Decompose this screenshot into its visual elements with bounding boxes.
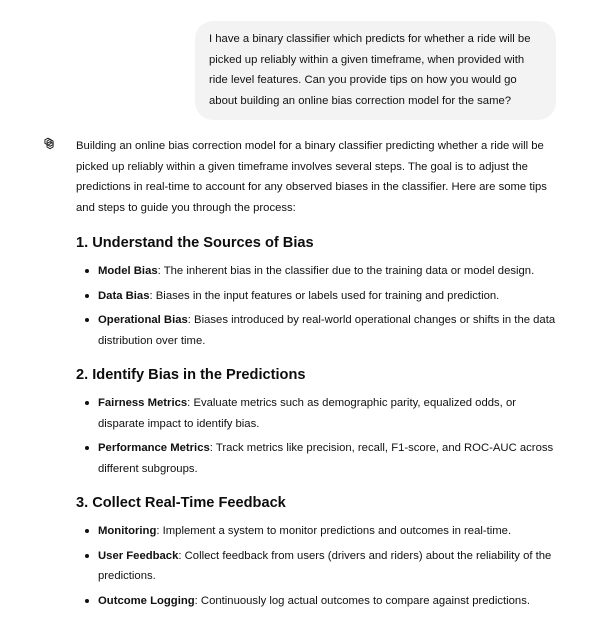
bullet-text: : Track metrics like precision, recall, F1-score, and ROC-AUC across different subgroups.: [98, 442, 554, 475]
bullet-text: : Biases in the input features or labels used for training and prediction.: [149, 289, 500, 302]
list-item: [76, 546, 556, 587]
bullet-term: Performance Metrics: [98, 442, 210, 454]
list-item: [76, 438, 556, 479]
bullet-term: Outcome Logging: [98, 594, 195, 607]
bullet-dot-icon: [85, 294, 89, 298]
bullet-dot-icon: [85, 318, 89, 322]
openai-logo-icon: [40, 136, 56, 152]
bullet-text: : The inherent bias in the classifier due to the training data or model design.: [157, 265, 535, 277]
bullet-text: : Biases introduced by real-world operational changes or shifts in the data distribution over time.: [98, 314, 556, 347]
bullet-text: : Evaluate metrics such as demographic parity, equalized odds, or disparate impact to identify bias.: [98, 397, 516, 430]
assistant-message: [76, 136, 556, 625]
bullet-term: Operational Bias: [98, 314, 188, 326]
user-message-text: I have a binary classifier which predicts for whether a ride will be picked up reliably within a given timeframe, when provided with ride level features. Can you provide tips on how you would go about building an online bias correction model for the same?: [209, 33, 531, 107]
section-heading: 3. Collect Real-Time Feedback: [76, 495, 286, 511]
bullet-text: : Continuously log actual outcomes to compare against predictions.: [194, 594, 530, 607]
bullet-dot-icon: [85, 269, 89, 273]
list-item: [76, 261, 556, 282]
list-item: [76, 591, 556, 612]
list-item: [76, 521, 556, 542]
bullet-term: Monitoring: [98, 525, 157, 537]
user-message-bubble: [195, 21, 556, 120]
bullet-dot-icon: [85, 446, 89, 450]
list-item: [76, 310, 556, 351]
bullet-text: : Implement a system to monitor predictions and outcomes in real-time.: [156, 525, 512, 537]
section-heading: 1. Understand the Sources of Bias: [76, 235, 314, 251]
bullet-term: Fairness Metrics: [98, 397, 188, 409]
bullet-list: [76, 261, 556, 351]
bullet-term: User Feedback: [98, 549, 179, 562]
list-item: [76, 286, 556, 307]
bullet-dot-icon: [85, 554, 89, 558]
bullet-list: [76, 393, 556, 479]
assistant-intro: Building an online bias correction model for a binary classifier predicting whether a ride will be picked up reliably within a given timeframe involves several steps. The goal is to adjust the predictions in real-time to account for any observed biases in the classifier. Here are some tips and steps to guide you through the process:: [76, 140, 547, 214]
bullet-dot-icon: [85, 599, 89, 603]
bullet-dot-icon: [85, 401, 89, 405]
bullet-dot-icon: [85, 529, 89, 533]
bullet-term: Data Bias: [98, 289, 150, 302]
bullet-text: : Collect feedback from users (drivers and riders) about the reliability of the predictions.: [98, 549, 552, 582]
bullet-term: Model Bias: [98, 265, 158, 277]
list-item: [76, 393, 556, 434]
bullet-list: [76, 521, 556, 611]
section-heading: 2. Identify Bias in the Predictions: [76, 367, 306, 383]
